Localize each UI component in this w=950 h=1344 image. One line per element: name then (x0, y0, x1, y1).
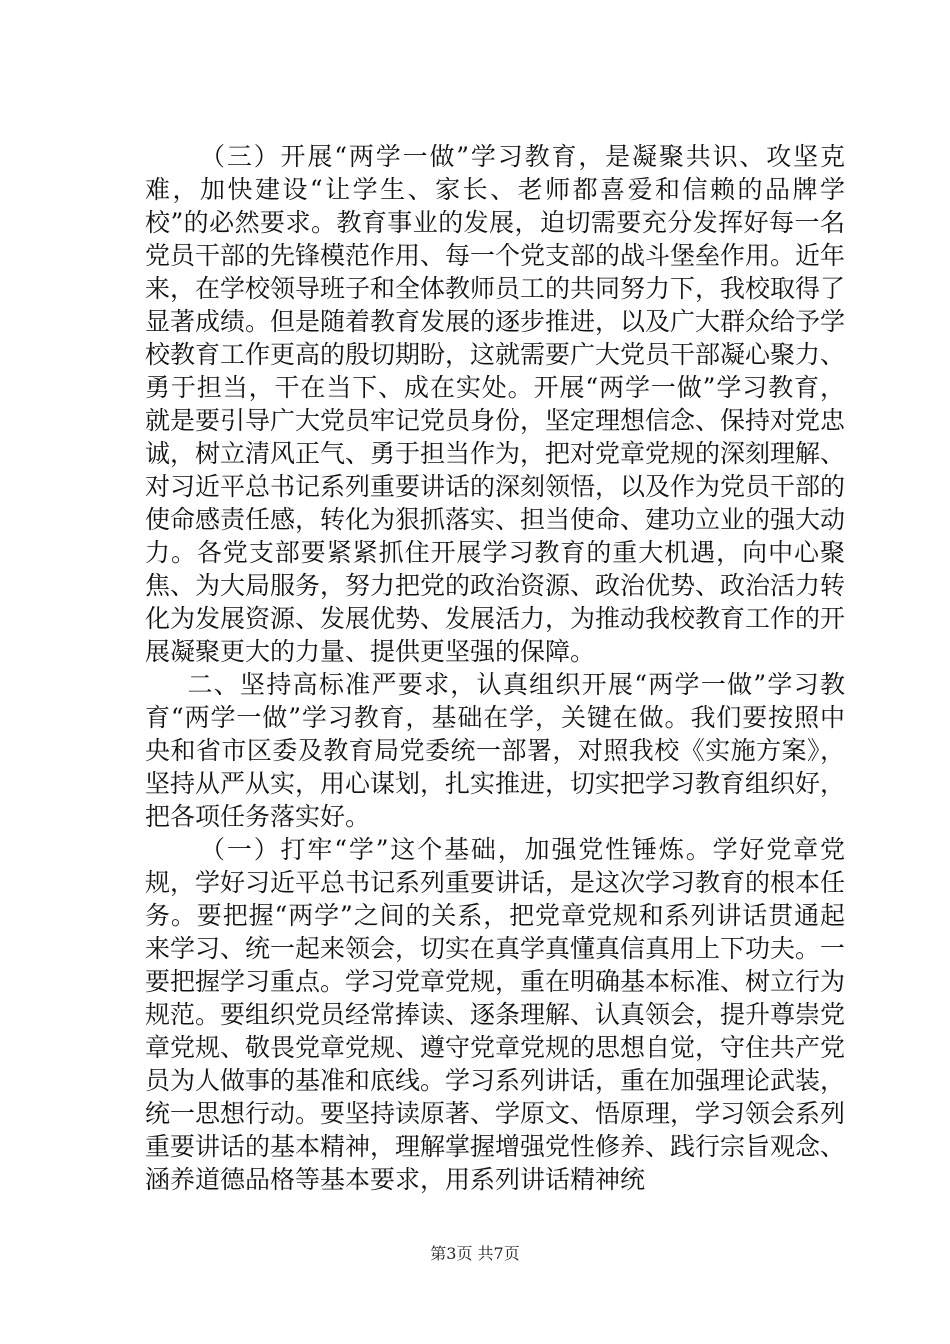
document-body (145, 140, 845, 1196)
page-number-footer: 第3页 共7页 (430, 1244, 520, 1263)
paragraph-section-three: （三）开展“两学一做”学习教育，是凝聚共识、攻坚克难，加快建设“让学生、家长、老师都喜爱和信赖的品牌学校”的必然要求。教育事业的发展，迫切需要充分发挥好每一名党员干部的先锋模范作用、每一个党支部的战斗堡垒作用。近年来，在学校领导班子和全体教师员工的共同努力下，我校取得了显著成绩。但是随着教育发展的逐步推进，以及广大群众给予学校教育工作更高的殷切期盼，这就需要广大党员干部凝心聚力、勇于担当，干在当下、成在实处。开展“两学一做”学习教育，就是要引导广大党员牢记党员身份，坚定理想信念、保持对党忠诚，树立清风正气、勇于担当作为，把对党章党规的深刻理解、对习近平总书记系列重要讲话的深刻领悟，以及作为党员干部的使命感责任感，转化为狠抓落实、担当使命、建功立业的强大动力。各党支部要紧紧抓住开展学习教育的重大机遇，向中心聚焦、为大局服务，努力把党的政治资源、政治优势、政治活力转化为发展资源、发展优势、发展活力，为推动我校教育工作的开展凝聚更大的力量、提供更坚强的保障。 (145, 142, 846, 666)
paragraph-section-one: （一）打牢“学”这个基础，加强党性锤炼。学好党章党规，学好习近平总书记系列重要讲话，是这次学习教育的根本任务。要把握“两学”之间的关系，把党章党规和系列讲话贯通起来学习、统一起来领会，切实在真学真懂真信真用上下功夫。一要把握学习重点。学习党章党规，重在明确基本标准、树立行为规范。要组织党员经常捧读、逐条理解、认真领会，提升尊崇党章党规、敬畏党章党规、遵守党章党规的思想自觉，守住共产党员为人做事的基准和底线。学习系列讲话，重在加强理论武装，统一思想行动。要坚持读原著、学原文、悟原理，学习领会系列重要讲话的基本精神，理解掌握增强党性修养、践行宗旨观念、涵养道德品格等基本要求，用系列讲话精神统 (145, 835, 846, 1194)
paragraph-section-two-heading: 二、坚持高标准严要求，认真组织开展“两学一做”学习教育“两学一做”学习教育，基础在学，关键在做。我们要按照中央和省市区委及教育局党委统一部署，对照我校《实施方案》，坚持从严从实，用心谋划，扎实推进，切实把学习教育组织好，把各项任务落实好。 (145, 670, 846, 831)
